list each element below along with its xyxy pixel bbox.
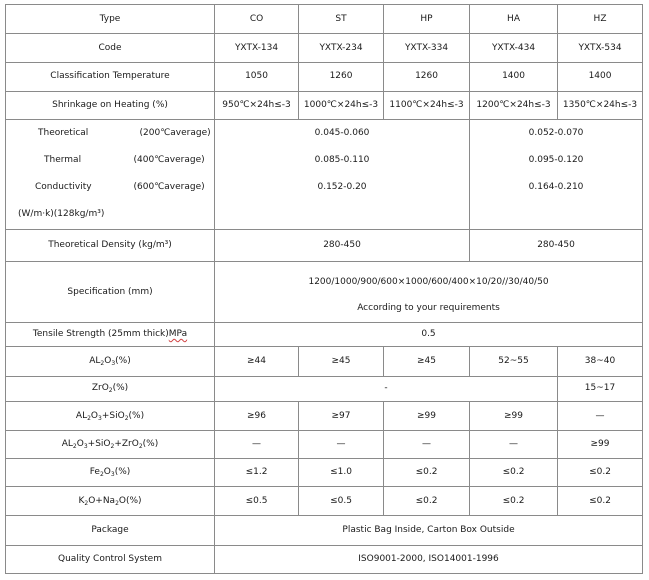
formula-sub: 2 <box>110 442 115 450</box>
shrinkage-value: 1100℃×24h≤-3 <box>384 92 470 120</box>
formula-part: +ZrO <box>114 438 139 449</box>
thermal-unit: (W/m·k)(128kg/m³) <box>18 209 105 220</box>
formula-sub: 3 <box>110 470 115 478</box>
zro2-row <box>6 376 643 401</box>
formula-part: K <box>78 495 85 506</box>
code-value: YXTX-234 <box>299 34 384 62</box>
al2o3-sio2-zro2-row <box>6 431 643 458</box>
al2o3-sio2-row <box>6 401 643 430</box>
fe2o3-value: ≤0.2 <box>384 458 470 486</box>
al2o3-sio2-zro2-value: — <box>215 431 299 458</box>
formula-part: O <box>90 410 99 421</box>
formula-part: O(%) <box>118 495 142 506</box>
formula-part: AL <box>61 438 73 449</box>
formula-part: (%) <box>142 438 159 449</box>
formula-part: O <box>104 355 112 366</box>
k2o-na2o-value: ≤0.2 <box>558 486 643 515</box>
shrinkage-row <box>6 92 643 120</box>
thermal-conditions <box>118 120 215 229</box>
formula-sub: 2 <box>100 359 105 367</box>
type-row <box>6 5 643 34</box>
formula-sub: 3 <box>111 359 116 367</box>
code-value: YXTX-134 <box>215 34 299 62</box>
formula-sub: 2 <box>115 499 119 507</box>
formula-sub: 3 <box>98 414 102 422</box>
al2o3-value: ≥44 <box>215 347 299 376</box>
fe2o3-value: ≤0.2 <box>470 458 558 486</box>
specification-note: According to your requirements <box>357 303 500 314</box>
thermal-conductivity-label <box>6 120 118 229</box>
k2o-na2o-value: ≤0.5 <box>299 486 384 515</box>
k2o-na2o-row <box>6 486 643 515</box>
k2o-na2o-value: ≤0.5 <box>215 486 299 515</box>
k2o-na2o-value: ≤0.2 <box>384 486 470 515</box>
code-label: Code <box>6 34 215 62</box>
type-ha: HA <box>470 5 558 34</box>
k2o-na2o-value: ≤0.2 <box>470 486 558 515</box>
al2o3-value: ≥45 <box>299 347 384 376</box>
shrinkage-value: 1200℃×24h≤-3 <box>470 92 558 120</box>
thermal-label-line: Thermal <box>44 155 82 166</box>
package-row <box>6 516 643 545</box>
shrinkage-value: 1350℃×24h≤-3 <box>558 92 643 120</box>
thermal-group2 <box>470 120 643 229</box>
thermal-condition: (400℃average) <box>133 155 205 166</box>
density-value: 280-450 <box>215 229 470 261</box>
thermal-value: 0.095-0.120 <box>528 155 584 166</box>
specification-label: Specification (mm) <box>6 262 215 323</box>
classification-temperature-row <box>6 62 643 91</box>
formula-sub: 2 <box>108 387 113 395</box>
thermal-value: 0.164-0.210 <box>528 182 584 193</box>
formula-sub: 2 <box>99 470 104 478</box>
thermal-conductivity-row <box>6 120 643 229</box>
code-row <box>6 34 643 62</box>
specification-value: 1200/1000/900/600×1000/600/400×10/20//30/40/50 <box>308 277 549 288</box>
density-value: 280-450 <box>470 229 643 261</box>
type-hp: HP <box>384 5 470 34</box>
density-row <box>6 229 643 261</box>
type-st: ST <box>299 5 384 34</box>
classification-temperature-value: 1260 <box>384 62 470 91</box>
thermal-condition: (200℃average) <box>139 128 211 139</box>
al2o3-sio2-zro2-value: — <box>384 431 470 458</box>
formula-part: (%) <box>114 466 131 477</box>
thermal-value: 0.045-0.060 <box>314 128 370 139</box>
zro2-label <box>6 376 215 401</box>
formula-sub: 2 <box>84 499 89 507</box>
zro2-value-hz: 15~17 <box>558 376 643 401</box>
al2o3-sio2-zro2-value: ≥99 <box>558 431 643 458</box>
package-value: Plastic Bag Inside, Carton Box Outside <box>215 516 643 545</box>
al2o3-sio2-value: ≥99 <box>384 401 470 430</box>
formula-part: O <box>103 466 111 477</box>
classification-temperature-value: 1260 <box>299 62 384 91</box>
classification-temperature-label: Classification Temperature <box>6 62 215 91</box>
formula-sub: 2 <box>138 442 143 450</box>
thermal-value: 0.085-0.110 <box>314 155 370 166</box>
al2o3-value: 38~40 <box>558 347 643 376</box>
fe2o3-row <box>6 458 643 486</box>
formula-part: (%) <box>128 410 145 421</box>
classification-temperature-value: 1400 <box>558 62 643 91</box>
tensile-label-text: Tensile Strength (25mm thick) <box>32 329 169 340</box>
al2o3-row <box>6 347 643 376</box>
formula-part: O <box>76 438 84 449</box>
shrinkage-value: 1000℃×24h≤-3 <box>299 92 384 120</box>
code-value: YXTX-534 <box>558 34 643 62</box>
tensile-row <box>6 322 643 346</box>
fe2o3-label <box>6 458 215 486</box>
quality-label: Quality Control System <box>6 545 215 573</box>
quality-value: ISO9001-2000, ISO14001-1996 <box>215 545 643 573</box>
al2o3-label <box>6 347 215 376</box>
formula-part: +SiO <box>101 410 125 421</box>
zro2-value: - <box>215 376 558 401</box>
fe2o3-value: ≤0.2 <box>558 458 643 486</box>
type-hz: HZ <box>558 5 643 34</box>
al2o3-sio2-value: ≥97 <box>299 401 384 430</box>
classification-temperature-value: 1050 <box>215 62 299 91</box>
formula-part: ZrO <box>91 383 109 394</box>
al2o3-sio2-zro2-value: — <box>470 431 558 458</box>
formula-part: (%) <box>115 355 131 366</box>
al2o3-value: ≥45 <box>384 347 470 376</box>
thermal-group1 <box>215 120 470 229</box>
code-value: YXTX-334 <box>384 34 470 62</box>
thermal-label-line: Theoretical <box>38 128 89 139</box>
formula-sub: 2 <box>124 414 129 422</box>
formula-part: +SiO <box>87 438 111 449</box>
specification-values <box>215 262 643 323</box>
al2o3-sio2-value: — <box>558 401 643 430</box>
tensile-value: 0.5 <box>215 322 643 346</box>
quality-row <box>6 545 643 573</box>
specification-table <box>5 4 643 574</box>
tensile-unit: MPa <box>168 329 188 340</box>
thermal-value: 0.152-0.20 <box>317 182 367 193</box>
shrinkage-label: Shrinkage on Heating (%) <box>6 92 215 120</box>
al2o3-sio2-label <box>6 401 215 430</box>
al2o3-sio2-zro2-value: — <box>299 431 384 458</box>
al2o3-sio2-zro2-label <box>6 431 215 458</box>
k2o-na2o-label <box>6 486 215 515</box>
al2o3-sio2-value: ≥99 <box>470 401 558 430</box>
thermal-condition: (600℃average) <box>133 182 205 193</box>
formula-sub: 2 <box>87 414 91 422</box>
package-label: Package <box>6 516 215 545</box>
formula-sub: 2 <box>72 442 77 450</box>
formula-part: Fe <box>89 466 100 477</box>
formula-part: AL <box>89 355 101 366</box>
al2o3-value: 52~55 <box>470 347 558 376</box>
fe2o3-value: ≤1.0 <box>299 458 384 486</box>
formula-part: (%) <box>112 383 129 394</box>
formula-sub: 3 <box>83 442 88 450</box>
thermal-label-line: Conductivity <box>35 182 92 193</box>
density-label: Theoretical Density (kg/m³) <box>6 229 215 261</box>
formula-part: AL <box>75 410 88 421</box>
classification-temperature-value: 1400 <box>470 62 558 91</box>
type-label: Type <box>6 5 215 34</box>
type-co: CO <box>215 5 299 34</box>
thermal-value: 0.052-0.070 <box>528 128 584 139</box>
formula-part: O+Na <box>88 495 116 506</box>
code-value: YXTX-434 <box>470 34 558 62</box>
tensile-label <box>6 322 215 346</box>
specification-row <box>6 262 643 323</box>
al2o3-sio2-value: ≥96 <box>215 401 299 430</box>
shrinkage-value: 950℃×24h≤-3 <box>215 92 299 120</box>
fe2o3-value: ≤1.2 <box>215 458 299 486</box>
